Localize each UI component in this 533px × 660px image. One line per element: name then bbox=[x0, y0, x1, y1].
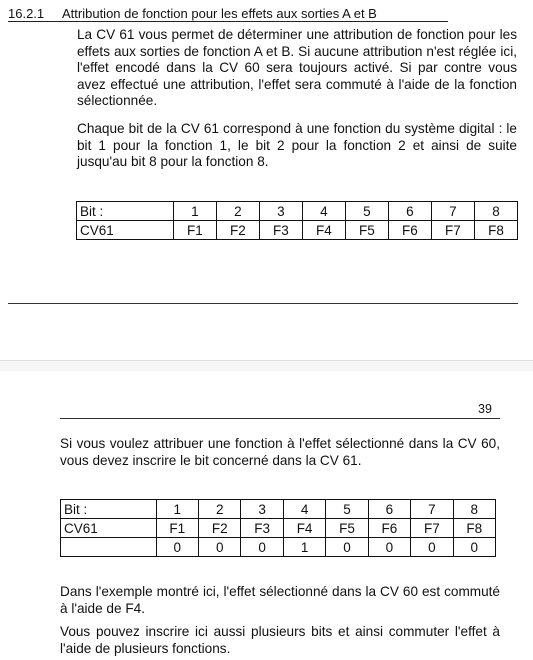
table-cell: 3 bbox=[259, 202, 302, 221]
table-cell: 1 bbox=[156, 500, 198, 519]
table-cell: 8 bbox=[474, 202, 517, 221]
table-cell: 0 bbox=[326, 538, 368, 557]
table-cell: F7 bbox=[411, 519, 453, 538]
table-cell: F2 bbox=[199, 519, 241, 538]
table-cell: 3 bbox=[241, 500, 283, 519]
table-row-values bbox=[61, 538, 496, 557]
table-cell: F8 bbox=[453, 519, 495, 538]
table-row-bits bbox=[61, 500, 496, 519]
table-cell: F8 bbox=[474, 221, 517, 240]
table-cell: F3 bbox=[259, 221, 302, 240]
table-cell: F5 bbox=[326, 519, 368, 538]
table-cell: F2 bbox=[216, 221, 259, 240]
table-cell: F4 bbox=[302, 221, 345, 240]
paragraph-cv61-intro: La CV 61 vous permet de déterminer une attribution de fonction pour les effets aux sorties de fonction A et B. Si aucune attribution n'est réglée ici, l'effet encodé dans la CV 60 sera toujours activé. Si par contre vous avez effectué une attribution, l'effet sera commuté à l'aide de la fonction sélectionnée. bbox=[77, 27, 517, 108]
section-heading bbox=[8, 6, 528, 21]
table-cell: 7 bbox=[431, 202, 474, 221]
table-cell: 4 bbox=[302, 202, 345, 221]
table-cell: 6 bbox=[388, 202, 431, 221]
table-cell: 2 bbox=[216, 202, 259, 221]
page-break bbox=[0, 360, 533, 371]
table-row-functions bbox=[61, 519, 496, 538]
section-number: 16.2.1 bbox=[8, 6, 45, 21]
paragraph-assign-function: Si vous voulez attribuer une fonction à l'effet sélectionné dans la CV 60, vous devez inscrire le bit concerné dans la CV 61. bbox=[60, 436, 500, 468]
page-number: 39 bbox=[478, 402, 492, 416]
table-cell: Bit : bbox=[61, 500, 157, 519]
page-header-rule bbox=[60, 418, 500, 419]
table-row-functions bbox=[77, 221, 518, 240]
paragraph-multiple-bits: Vous pouvez inscrire ici aussi plusieurs bits et ainsi commuter l'effet à l'aide de plusieurs fonctions. bbox=[60, 624, 500, 656]
table-cell: F6 bbox=[388, 221, 431, 240]
section-title: Attribution de fonction pour les effets aux sorties A et B bbox=[62, 6, 377, 21]
table-cell: 1 bbox=[173, 202, 216, 221]
table-cell: 0 bbox=[453, 538, 495, 557]
table-cell: F5 bbox=[345, 221, 388, 240]
table-cell: 0 bbox=[241, 538, 283, 557]
table-cell: F3 bbox=[241, 519, 283, 538]
table-cell: 8 bbox=[453, 500, 495, 519]
table-cell: F7 bbox=[431, 221, 474, 240]
page-footer-rule bbox=[8, 303, 518, 304]
table-cell: 0 bbox=[199, 538, 241, 557]
table-cell: F1 bbox=[156, 519, 198, 538]
table-cell: 2 bbox=[199, 500, 241, 519]
table-cell: 5 bbox=[326, 500, 368, 519]
paragraph-bit-mapping: Chaque bit de la CV 61 correspond à une fonction du système digital : le bit 1 pour la fonction 1, le bit 2 pour la fonction 2 et ainsi de suite jusqu'au bit 8 pour la fonction 8. bbox=[77, 121, 517, 169]
table-cell: F6 bbox=[368, 519, 410, 538]
bit-example-table bbox=[60, 499, 496, 557]
table-cell: 1 bbox=[283, 538, 325, 557]
table-row-bits bbox=[77, 202, 518, 221]
table-cell: 0 bbox=[411, 538, 453, 557]
table-cell: 4 bbox=[283, 500, 325, 519]
table-cell: 7 bbox=[411, 500, 453, 519]
table-cell: 6 bbox=[368, 500, 410, 519]
bit-function-table bbox=[76, 201, 518, 240]
heading-underline bbox=[8, 21, 448, 22]
table-cell: F1 bbox=[173, 221, 216, 240]
paragraph-example-explanation: Dans l'exemple montré ici, l'effet sélectionné dans la CV 60 est commuté à l'aide de F4. bbox=[60, 584, 500, 616]
table-cell: 0 bbox=[156, 538, 198, 557]
table-cell: F4 bbox=[283, 519, 325, 538]
table-cell: 5 bbox=[345, 202, 388, 221]
table-cell bbox=[61, 538, 157, 557]
table-cell: CV61 bbox=[77, 221, 174, 240]
table-cell: CV61 bbox=[61, 519, 157, 538]
table-cell: 0 bbox=[368, 538, 410, 557]
table-cell: Bit : bbox=[77, 202, 174, 221]
